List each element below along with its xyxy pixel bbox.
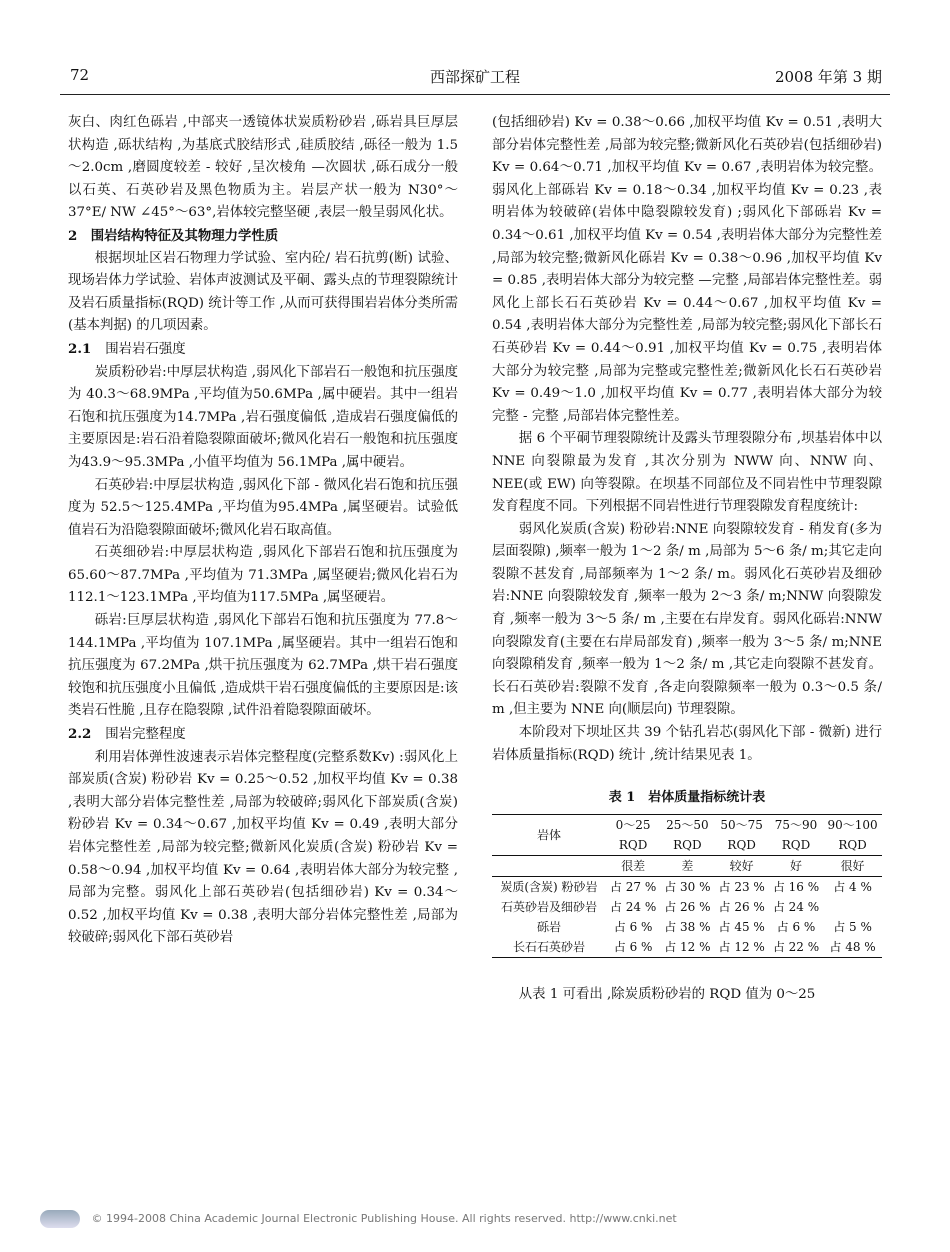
table-cell — [823, 897, 882, 917]
header-range-cell: 75～90 — [769, 814, 823, 835]
rock-type-cell: 长石石英砂岩 — [492, 937, 606, 958]
rqd-table — [492, 814, 882, 958]
paragraph: 石英细砂岩:中厚层状构造 ,弱风化下部岩石饱和抗压强度为 65.60～87.7MPa ,平均值为 71.3MPa ,属坚硬岩;微风化岩石为 112.1～123.1MPa ,平均值为117.5MPa ,属坚硬岩。 — [68, 545, 458, 606]
empty-cell — [492, 855, 606, 876]
running-header — [60, 66, 890, 96]
table-cell: 占 5 % — [833, 919, 872, 934]
table-cell: 占 16 % — [769, 876, 823, 897]
header-rqd-cell: RQD — [781, 837, 811, 852]
left-column — [68, 112, 458, 950]
paragraph: 据 6 个平硐节理裂隙统计及露头节理裂隙分布 ,坝基岩体中以 NNE 向裂隙最为发育 ,其次分别为 NWW 向、NNW 向、NEE(或 EW) 向等裂隙。在坝基不同部位及不同岩性中节理裂隙发育程度不同。下列根据不同岩性进行节理裂隙发育程度统计: — [492, 431, 882, 515]
paragraph: 根据坝址区岩石物理力学试验、室内砼/ 岩石抗剪(断) 试验、现场岩体力学试验、岩体声波测试及平硐、露头点的节理裂隙统计及岩石质量指标(RQD) 统计等工作 ,从而可获得围岩岩体分类所需(基本判据) 的几项因素。 — [68, 250, 458, 334]
table-cell: 占 12 % — [715, 937, 769, 958]
table-row — [492, 937, 882, 958]
header-grade-cell: 很差 — [606, 855, 660, 876]
header-rule — [60, 94, 890, 95]
table-caption: 表 1 岩体质量指标统计表 — [608, 790, 766, 806]
page-number: 72 — [70, 66, 90, 84]
rock-type-cell: 砾岩 — [536, 919, 561, 934]
table-cell: 占 45 % — [718, 919, 765, 934]
header-range-cell: 50～75 — [715, 814, 769, 835]
table-row — [492, 917, 882, 937]
header-rqd-cell: RQD — [838, 837, 867, 852]
right-column — [492, 112, 882, 1006]
table-cell: 占 4 % — [823, 876, 882, 897]
header-rqd-cell: RQD — [727, 837, 756, 852]
table-cell: 占 22 % — [769, 937, 823, 958]
table-corner-cell: 岩体 — [492, 814, 606, 855]
table-cell: 占 6 % — [606, 937, 660, 958]
publisher-logo-icon — [40, 1210, 80, 1228]
section-heading: 2 围岩结构特征及其物理力学性质 — [68, 227, 279, 244]
header-rqd-cell: RQD — [618, 837, 648, 852]
header-range-cell: 0～25 — [606, 814, 660, 835]
header-grade-cell: 差 — [660, 855, 714, 876]
table-cell: 占 24 % — [772, 899, 820, 914]
table-cell: 占 6 % — [613, 919, 653, 934]
header-grade-cell: 较好 — [715, 855, 769, 876]
paragraph: 弱风化炭质(含炭) 粉砂岩:NNE 向裂隙较发育 - 稍发育(多为层面裂隙) ,频率一般为 1～2 条/ m ,局部为 5～6 条/ m;其它走向裂隙不甚发育 ,局部频率为 1～2 条/ m。弱风化石英砂岩及细砂岩:NNE 向裂隙较发育 ,频率一般为 2～3 条/ m;NNW 向裂隙发育 ,频率一般为 3～5 条/ m ,主要在右岸发育。弱风化砾岩:NNW 向裂隙发育(主要在右岸局部发育) ,频率一般为 3～5 条/ m;NNE 向裂隙稍发育 ,频率一般为 1～2 条/ m ,其它走向裂隙不甚发育。长石石英砂岩:裂隙不发育 ,各走向裂隙频率一般为 0.3～0.5 条/ m ,但主要为 NNE 向(顺层向) 节理裂隙。 — [492, 521, 882, 718]
paragraph: 炭质粉砂岩:中厚层状构造 ,弱风化下部岩石一般饱和抗压强度为 40.3～68.9MPa ,平均值为50.6MPa ,属中硬岩。其中一组岩石饱和抗压强度为14.7MPa ,岩石强度偏低 ,造成岩石强度偏低的主要原因是:岩石沿着隐裂隙面破坏;微风化岩石一般饱和抗压强度为43.9～95.3MPa ,小值平均值为 56.1MPa ,属中硬岩。 — [68, 364, 458, 470]
table-header-row — [492, 855, 882, 876]
journal-title: 西部探矿工程 — [429, 68, 520, 86]
copyright-text: © 1994-2008 China Academic Journal Electronic Publishing House. All rights reserved. http://www.cnki.net — [91, 1212, 677, 1225]
table-cell: 占 12 % — [660, 937, 714, 958]
paragraph: 灰白、肉红色砾岩 ,中部夹一透镜体状炭质粉砂岩 ,砾岩具巨厚层状构造 ,砾状结构 ,为基底式胶结形式 ,硅质胶结 ,砾径一般为 1.5～2.0cm ,磨圆度较差 - 较好 ,呈次棱角 —次圆状 ,砾石成分一般以石英、石英砂岩及黑色物质为主。岩层产状一般为 N30°～37°E/ NW ∠45°～63°,岩体较完整坚硬 ,表层一般呈弱风化状。 — [68, 115, 458, 221]
subsection-heading — [68, 723, 458, 747]
subsection-title: 围岩岩石强度 — [105, 341, 186, 357]
subsection-number: 2.2 — [68, 726, 92, 743]
table-cell: 占 26 % — [664, 899, 711, 914]
paragraph: (包括细砂岩) Kv = 0.38～0.66 ,加权平均值 Kv = 0.51 ,表明大部分岩体完整性差 ,局部为较完整;微新风化石英砂岩(包括细砂岩) Kv = 0.64～0.71 ,加权平均值 Kv = 0.67 ,表明岩体为较完整。弱风化上部砾岩 Kv = 0.18～0.34 ,加权平均值 Kv = 0.23 ,表明岩体为较破碎(岩体中隐裂隙较发育) ;弱风化下部砾岩 Kv = 0.34～0.61 ,加权平均值 Kv = 0.54 ,表明岩体大部分为完整性差 ,局部为较完整;微新风化砾岩 Kv = 0.38～0.96 ,加权平均值 Kv = 0.85 ,表明岩体大部分为较完整 —完整 ,局部岩体完整性差。弱风化上部长石石英砂岩 Kv = 0.44～0.67 ,加权平均值 Kv = 0.54 ,表明岩体大部分为完整性差 ,局部为较完整;弱风化下部长石石英砂岩 Kv = 0.44～0.91 ,加权平均值 Kv = 0.75 ,表明岩体大部分为较完整 ,局部为完整或完整性差;微新风化长石石英砂岩 Kv = 0.49～1.0 ,加权平均值 Kv = 0.77 ,表明岩体大部分为较完整 - 完整 ,局部岩体完整性差。 — [492, 115, 882, 424]
header-range-cell: 25～50 — [660, 814, 714, 835]
subsection-title: 围岩完整程度 — [105, 727, 186, 743]
table-row — [492, 876, 882, 897]
issue-label: 2008 年第 3 期 — [774, 68, 882, 86]
header-rqd-cell: RQD — [673, 837, 702, 852]
table-cell: 占 48 % — [823, 937, 882, 958]
header-grade-cell: 好 — [769, 855, 823, 876]
paragraph: 石英砂岩:中厚层状构造 ,弱风化下部 - 微风化岩石饱和抗压强度为 52.5～125.4MPa ,平均值为95.4MPa ,属坚硬岩。试验低值岩石为沿隐裂隙面破坏;微风化岩石取高值。 — [68, 477, 458, 538]
table-row — [492, 897, 882, 917]
table-cell: 占 24 % — [609, 899, 657, 914]
paragraph: 砾岩:巨厚层状构造 ,弱风化下部岩石饱和抗压强度为 77.8～144.1MPa ,平均值为 107.1MPa ,属坚硬岩。其中一组岩石饱和抗压强度为 67.2MPa ,烘干抗压强度为 62.7MPa ,烘干岩石强度较饱和抗压强度小且偏低 ,造成烘干岩石强度偏低的主要原因是:该类岩石性脆 ,且存在隐裂隙 ,试件沿着隐裂隙面破坏。 — [68, 613, 458, 719]
table-header-row — [492, 814, 882, 835]
subsection-number: 2.1 — [68, 340, 92, 357]
table-cell: 占 26 % — [718, 899, 765, 914]
paragraph: 本阶段对下坝址区共 39 个钻孔岩芯(弱风化下部 - 微新) 进行岩体质量指标(RQD) 统计 ,统计结果见表 1。 — [492, 725, 882, 763]
paragraph: 从表 1 可看出 ,除炭质粉砂岩的 RQD 值为 0～25 — [518, 986, 816, 1002]
rock-type-cell: 炭质(含炭) 粉砂岩 — [492, 876, 606, 897]
table-cell: 占 27 % — [606, 876, 660, 897]
table-cell: 占 30 % — [660, 876, 714, 897]
table-cell: 占 38 % — [664, 919, 711, 934]
rock-type-cell: 石英砂岩及细砂岩 — [500, 899, 597, 914]
paragraph: 利用岩体弹性波速表示岩体完整程度(完整系数Kv) :弱风化上部炭质(含炭) 粉砂岩 Kv = 0.25～0.52 ,加权平均值 Kv = 0.38 ,表明大部分岩体完整性差 ,局部为较破碎;弱风化下部炭质(含炭) 粉砂岩 Kv = 0.34～0.67 ,加权平均值 Kv = 0.49 ,表明大部分岩体完整性差 ,局部为较完整;微新风化炭质(含炭) 粉砂岩 Kv = 0.58～0.94 ,加权平均值 Kv = 0.64 ,表明岩体大部分为较完整 ,局部为完整。弱风化上部石英砂岩(包括细砂岩) Kv = 0.34～0.52 ,加权平均值 Kv = 0.38 ,表明大部分岩体完整性差 ,局部为较破碎;弱风化下部石英砂岩 — [68, 749, 458, 946]
table-cell: 占 6 % — [776, 919, 816, 934]
header-range-cell: 90～100 — [823, 814, 882, 835]
subsection-heading — [68, 338, 458, 362]
header-grade-cell: 很好 — [823, 855, 882, 876]
page-footer — [40, 1210, 677, 1228]
table-cell: 占 23 % — [715, 876, 769, 897]
